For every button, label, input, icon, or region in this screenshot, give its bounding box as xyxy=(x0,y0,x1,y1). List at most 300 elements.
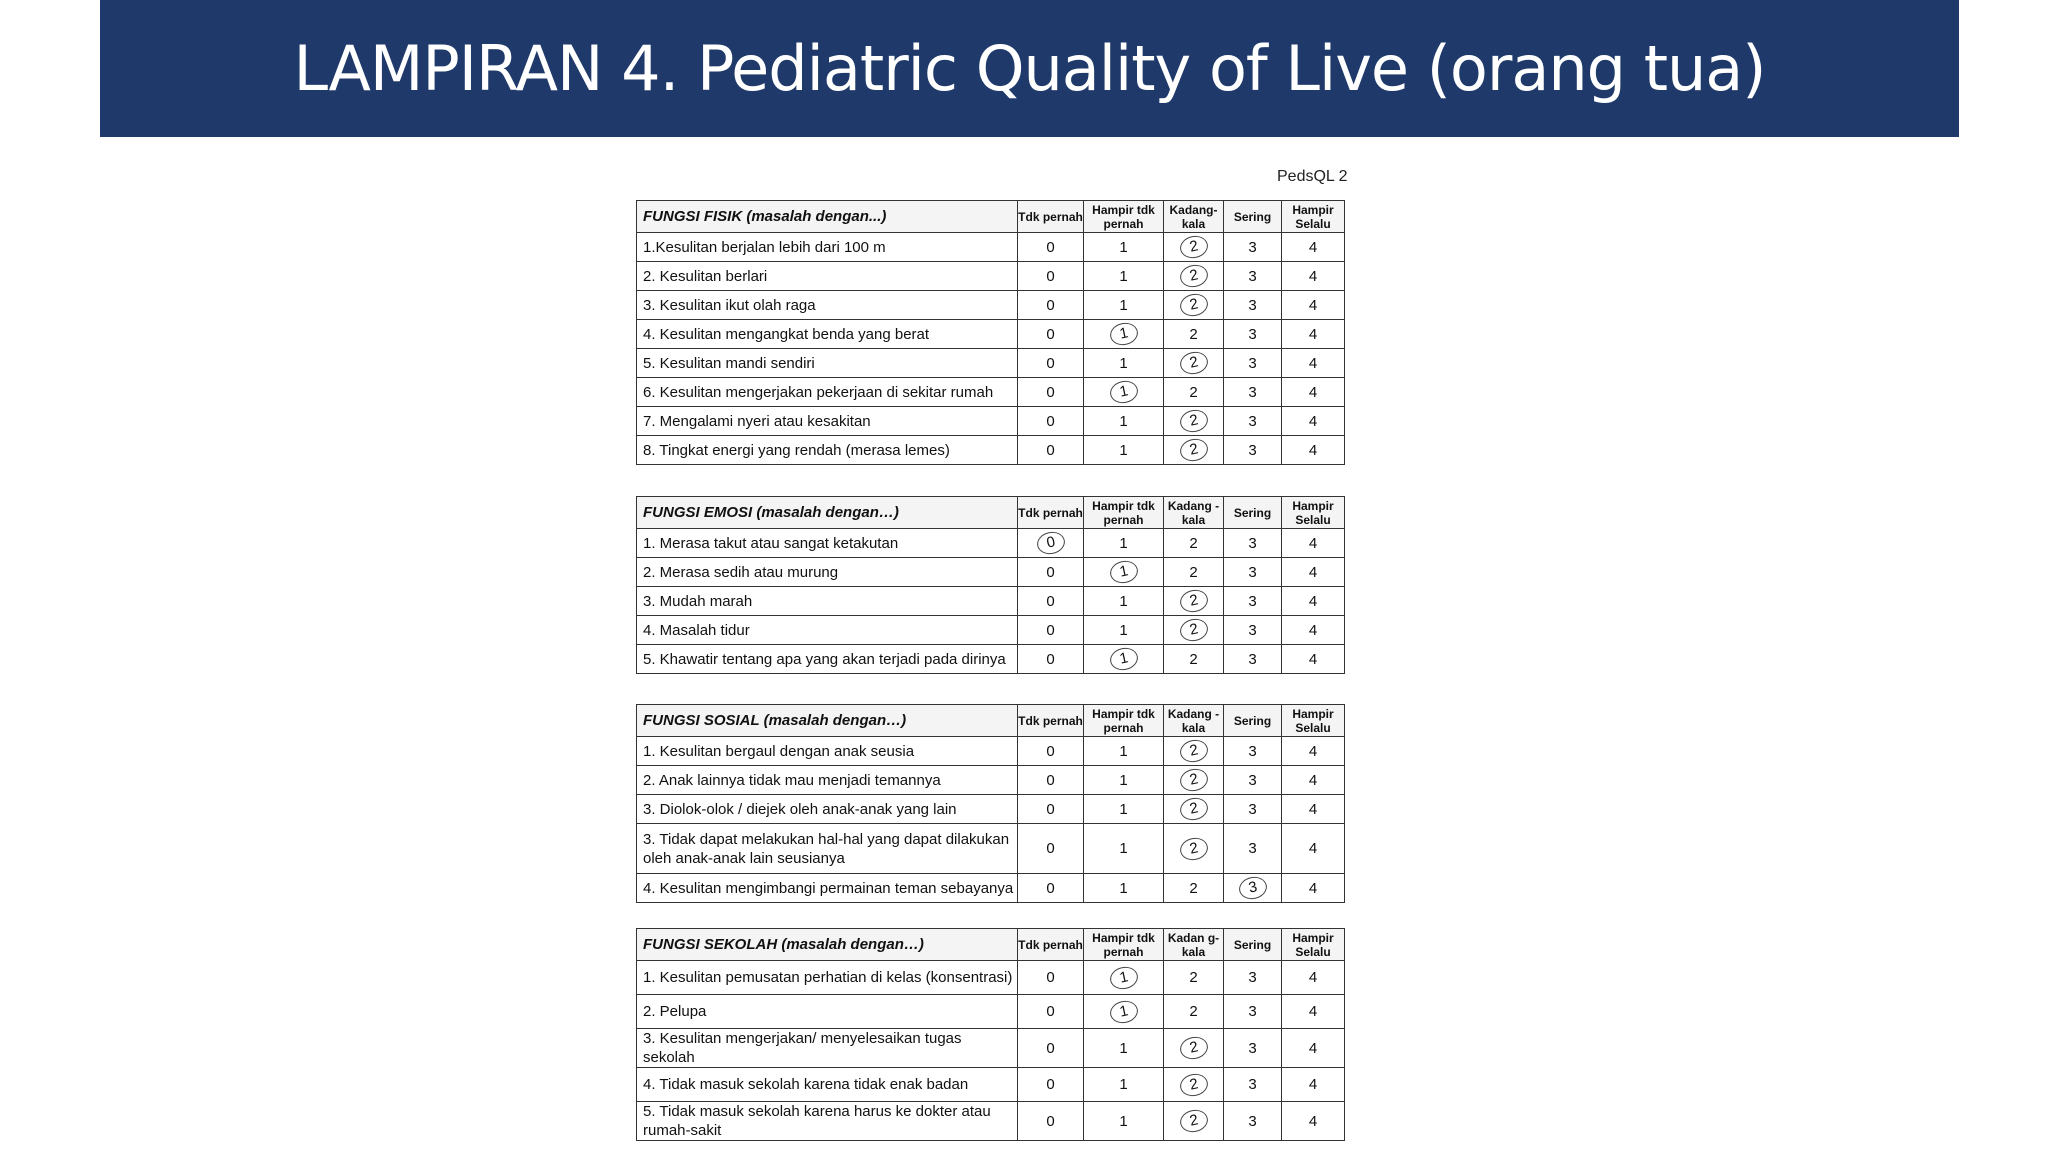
circled-score: 2 xyxy=(1178,737,1210,764)
score-value: 3 xyxy=(1248,742,1257,760)
score-cell[interactable] xyxy=(1084,737,1164,766)
question-row xyxy=(637,291,1345,320)
score-cell[interactable] xyxy=(1084,320,1164,349)
score-value: 3 xyxy=(1248,840,1257,857)
score-cell[interactable] xyxy=(1282,262,1345,291)
score-cell[interactable] xyxy=(1224,766,1282,795)
score-value: 0 xyxy=(1046,441,1055,459)
question-row xyxy=(637,587,1345,616)
score-cell[interactable] xyxy=(1282,1029,1345,1068)
score-cell[interactable] xyxy=(1018,995,1084,1029)
score-cell[interactable] xyxy=(1164,407,1224,436)
question-row xyxy=(637,737,1345,766)
circled-score: 1 xyxy=(1108,645,1140,672)
score-cell[interactable] xyxy=(1018,1102,1084,1141)
score-value: 1 xyxy=(1119,441,1128,459)
section-title: FUNGSI SOSIAL (masalah dengan…) xyxy=(637,705,1018,737)
score-cell[interactable] xyxy=(1224,737,1282,766)
score-value: 0 xyxy=(1046,969,1055,986)
slide-title: LAMPIRAN 4. Pediatric Quality of Live (orang tua) xyxy=(293,32,1766,105)
score-value: 4 xyxy=(1308,267,1318,285)
score-cell[interactable] xyxy=(1164,1029,1224,1068)
score-value: 4 xyxy=(1308,441,1318,459)
score-value: 0 xyxy=(1046,1112,1055,1130)
score-value: 4 xyxy=(1308,1112,1318,1130)
column-header: Hampir Selalu xyxy=(1282,497,1345,529)
score-cell[interactable] xyxy=(1084,645,1164,674)
circled-score: 2 xyxy=(1178,616,1210,643)
score-cell[interactable] xyxy=(1164,558,1224,587)
score-cell[interactable] xyxy=(1164,1068,1224,1102)
score-cell[interactable] xyxy=(1018,874,1084,903)
score-cell[interactable] xyxy=(1018,766,1084,795)
column-header: Hampir Selalu xyxy=(1282,201,1345,233)
score-value: 3 xyxy=(1248,296,1257,314)
score-value: 1 xyxy=(1119,879,1128,897)
score-value: 0 xyxy=(1046,354,1055,372)
circled-score: 2 xyxy=(1178,795,1210,822)
score-cell[interactable] xyxy=(1282,233,1345,262)
score-value: 1 xyxy=(1119,296,1128,314)
score-value: 4 xyxy=(1308,238,1318,256)
column-header: Sering xyxy=(1224,201,1282,233)
question-row xyxy=(637,1029,1345,1068)
score-value: 4 xyxy=(1308,969,1318,986)
score-value: 4 xyxy=(1308,621,1318,639)
score-value: 3 xyxy=(1248,969,1257,986)
table-header-row xyxy=(637,929,1345,961)
circled-score: 1 xyxy=(1108,964,1140,991)
score-value: 4 xyxy=(1308,840,1318,857)
score-value: 3 xyxy=(1248,1039,1257,1057)
score-cell[interactable] xyxy=(1084,874,1164,903)
score-cell[interactable] xyxy=(1282,1068,1345,1102)
score-cell[interactable] xyxy=(1224,349,1282,378)
score-cell[interactable] xyxy=(1084,587,1164,616)
question-label: 3. Diolok-olok / diejek oleh anak-anak yang lain xyxy=(637,795,1018,824)
score-value: 2 xyxy=(1189,325,1198,343)
score-value: 4 xyxy=(1308,800,1318,818)
circled-score: 2 xyxy=(1178,349,1210,376)
score-value: 1 xyxy=(1119,621,1128,639)
score-cell[interactable] xyxy=(1084,995,1164,1029)
score-cell[interactable] xyxy=(1282,529,1345,558)
score-value: 4 xyxy=(1308,771,1318,789)
score-cell[interactable] xyxy=(1084,262,1164,291)
score-value: 0 xyxy=(1046,1039,1055,1057)
circled-score: 2 xyxy=(1178,587,1210,614)
score-cell[interactable] xyxy=(1224,262,1282,291)
score-value: 3 xyxy=(1248,267,1257,285)
score-cell[interactable] xyxy=(1164,737,1224,766)
score-value: 3 xyxy=(1248,325,1257,343)
question-row xyxy=(637,436,1345,465)
circled-score: 1 xyxy=(1108,998,1140,1025)
score-cell[interactable] xyxy=(1282,436,1345,465)
score-value: 3 xyxy=(1248,354,1257,372)
emotional-function-table xyxy=(636,496,1345,674)
score-cell[interactable] xyxy=(1084,529,1164,558)
score-cell[interactable] xyxy=(1018,407,1084,436)
question-label: 5. Khawatir tentang apa yang akan terjadi pada dirinya xyxy=(637,645,1018,674)
score-value: 0 xyxy=(1046,1076,1055,1093)
score-value: 3 xyxy=(1248,1076,1257,1093)
score-cell[interactable] xyxy=(1018,349,1084,378)
question-row xyxy=(637,1068,1345,1102)
question-label: 2. Merasa sedih atau murung xyxy=(637,558,1018,587)
score-value: 1 xyxy=(1119,742,1128,760)
score-cell[interactable] xyxy=(1018,737,1084,766)
score-cell[interactable] xyxy=(1018,436,1084,465)
circled-score: 2 xyxy=(1178,233,1210,260)
circled-score: 2 xyxy=(1178,1107,1210,1134)
score-value: 2 xyxy=(1189,383,1198,401)
score-value: 3 xyxy=(1248,621,1257,639)
score-value: 3 xyxy=(1248,592,1257,610)
score-cell[interactable] xyxy=(1084,1068,1164,1102)
score-value: 4 xyxy=(1308,534,1318,552)
score-cell[interactable] xyxy=(1084,616,1164,645)
score-cell[interactable] xyxy=(1224,1102,1282,1141)
score-value: 0 xyxy=(1046,412,1055,430)
score-value: 4 xyxy=(1308,1003,1318,1020)
score-cell[interactable] xyxy=(1164,233,1224,262)
score-cell[interactable] xyxy=(1018,795,1084,824)
score-value: 1 xyxy=(1119,354,1128,372)
score-cell[interactable] xyxy=(1224,378,1282,407)
title-banner xyxy=(100,0,1959,137)
score-value: 3 xyxy=(1248,771,1257,789)
question-row xyxy=(637,645,1345,674)
question-row xyxy=(637,824,1345,874)
score-value: 1 xyxy=(1119,771,1128,789)
score-cell[interactable] xyxy=(1164,349,1224,378)
score-cell[interactable] xyxy=(1282,874,1345,903)
score-cell[interactable] xyxy=(1164,262,1224,291)
score-cell[interactable] xyxy=(1224,824,1282,874)
question-label: 3. Tidak dapat melakukan hal-hal yang dapat dilakukan oleh anak-anak lain seusianya xyxy=(637,824,1018,874)
question-label: 7. Mengalami nyeri atau kesakitan xyxy=(637,407,1018,436)
score-cell[interactable] xyxy=(1164,824,1224,874)
question-row xyxy=(637,616,1345,645)
score-cell[interactable] xyxy=(1282,961,1345,995)
section-title: FUNGSI FISIK (masalah dengan...) xyxy=(637,201,1018,233)
score-cell[interactable] xyxy=(1018,262,1084,291)
question-row xyxy=(637,1102,1345,1141)
score-value: 4 xyxy=(1308,742,1318,760)
question-label: 8. Tingkat energi yang rendah (merasa lemes) xyxy=(637,436,1018,465)
score-cell[interactable] xyxy=(1282,349,1345,378)
score-value: 3 xyxy=(1248,1003,1257,1020)
score-cell[interactable] xyxy=(1084,961,1164,995)
score-cell[interactable] xyxy=(1164,291,1224,320)
score-cell[interactable] xyxy=(1018,529,1084,558)
score-value: 0 xyxy=(1046,325,1055,343)
score-cell[interactable] xyxy=(1282,378,1345,407)
score-cell[interactable] xyxy=(1084,558,1164,587)
score-cell[interactable] xyxy=(1018,320,1084,349)
score-value: 1 xyxy=(1119,1112,1128,1130)
score-value: 1 xyxy=(1119,534,1128,552)
score-cell[interactable] xyxy=(1164,587,1224,616)
score-cell[interactable] xyxy=(1018,558,1084,587)
score-cell[interactable] xyxy=(1018,1068,1084,1102)
section-title: FUNGSI SEKOLAH (masalah dengan…) xyxy=(637,929,1018,961)
score-cell[interactable] xyxy=(1224,1068,1282,1102)
score-cell[interactable] xyxy=(1224,874,1282,903)
question-label: 4. Kesulitan mengangkat benda yang berat xyxy=(637,320,1018,349)
question-label: 1.Kesulitan berjalan lebih dari 100 m xyxy=(637,233,1018,262)
column-header: Kadang -kala xyxy=(1164,497,1224,529)
question-label: 1. Kesulitan pemusatan perhatian di kelas (konsentrasi) xyxy=(637,961,1018,995)
score-value: 4 xyxy=(1308,383,1318,401)
score-cell[interactable] xyxy=(1282,291,1345,320)
score-cell[interactable] xyxy=(1164,766,1224,795)
score-value: 0 xyxy=(1046,267,1055,285)
score-value: 1 xyxy=(1119,1076,1128,1093)
column-header: Tdk pernah xyxy=(1018,929,1084,961)
question-row xyxy=(637,407,1345,436)
score-cell[interactable] xyxy=(1282,824,1345,874)
question-row xyxy=(637,995,1345,1029)
score-value: 4 xyxy=(1308,1039,1318,1057)
score-value: 2 xyxy=(1189,534,1198,552)
score-value: 3 xyxy=(1248,1112,1257,1130)
circled-score: 2 xyxy=(1178,835,1210,862)
table-header-row xyxy=(637,201,1345,233)
score-cell[interactable] xyxy=(1084,436,1164,465)
score-cell[interactable] xyxy=(1164,320,1224,349)
question-row xyxy=(637,529,1345,558)
score-cell[interactable] xyxy=(1224,233,1282,262)
score-cell[interactable] xyxy=(1018,616,1084,645)
question-label: 1. Kesulitan bergaul dengan anak seusia xyxy=(637,737,1018,766)
column-header: Hampir tdk pernah xyxy=(1084,497,1164,529)
score-cell[interactable] xyxy=(1018,961,1084,995)
score-value: 0 xyxy=(1046,879,1055,897)
circled-score: 2 xyxy=(1178,407,1210,434)
score-cell[interactable] xyxy=(1164,436,1224,465)
score-cell[interactable] xyxy=(1018,587,1084,616)
circled-score: 0 xyxy=(1035,529,1067,556)
score-cell[interactable] xyxy=(1164,874,1224,903)
score-cell[interactable] xyxy=(1164,795,1224,824)
question-row xyxy=(637,320,1345,349)
score-cell[interactable] xyxy=(1018,233,1084,262)
column-header: Sering xyxy=(1224,929,1282,961)
score-value: 1 xyxy=(1119,1039,1128,1057)
score-value: 4 xyxy=(1308,325,1318,343)
score-cell[interactable] xyxy=(1164,1102,1224,1141)
score-value: 4 xyxy=(1308,879,1318,897)
score-cell[interactable] xyxy=(1224,645,1282,674)
score-cell[interactable] xyxy=(1282,616,1345,645)
score-value: 0 xyxy=(1046,383,1055,401)
score-cell[interactable] xyxy=(1282,1102,1345,1141)
question-label: 2. Kesulitan berlari xyxy=(637,262,1018,291)
score-value: 0 xyxy=(1046,742,1055,760)
score-value: 1 xyxy=(1119,238,1128,256)
score-value: 4 xyxy=(1308,354,1318,372)
question-row xyxy=(637,766,1345,795)
physical-function-table xyxy=(636,200,1345,465)
score-value: 2 xyxy=(1189,879,1198,897)
circled-score: 2 xyxy=(1178,262,1210,289)
score-value: 4 xyxy=(1308,296,1318,314)
score-value: 0 xyxy=(1046,650,1055,668)
score-value: 0 xyxy=(1046,296,1055,314)
score-value: 0 xyxy=(1046,621,1055,639)
question-row xyxy=(637,349,1345,378)
score-cell[interactable] xyxy=(1164,995,1224,1029)
column-header: Sering xyxy=(1224,705,1282,737)
school-function-table xyxy=(636,928,1345,1141)
score-cell[interactable] xyxy=(1018,291,1084,320)
score-cell[interactable] xyxy=(1224,1029,1282,1068)
score-cell[interactable] xyxy=(1084,766,1164,795)
question-row xyxy=(637,378,1345,407)
score-value: 1 xyxy=(1119,267,1128,285)
score-cell[interactable] xyxy=(1018,378,1084,407)
score-value: 3 xyxy=(1248,800,1257,818)
score-cell[interactable] xyxy=(1224,291,1282,320)
form-code: PedsQL 2 xyxy=(1277,168,1348,185)
column-header: Hampir tdk pernah xyxy=(1084,705,1164,737)
score-cell[interactable] xyxy=(1164,645,1224,674)
score-cell[interactable] xyxy=(1084,349,1164,378)
score-value: 3 xyxy=(1248,383,1257,401)
question-label: 2. Anak lainnya tidak mau menjadi temannya xyxy=(637,766,1018,795)
score-value: 2 xyxy=(1189,563,1198,581)
score-value: 0 xyxy=(1046,1003,1055,1020)
score-cell[interactable] xyxy=(1164,961,1224,995)
table-header-row xyxy=(637,497,1345,529)
column-header: Hampir Selalu xyxy=(1282,929,1345,961)
column-header: Hampir tdk pernah xyxy=(1084,201,1164,233)
column-header: Hampir tdk pernah xyxy=(1084,929,1164,961)
score-cell[interactable] xyxy=(1224,995,1282,1029)
score-cell[interactable] xyxy=(1282,558,1345,587)
column-header: Tdk pernah xyxy=(1018,201,1084,233)
question-label: 4. Tidak masuk sekolah karena tidak enak badan xyxy=(637,1068,1018,1102)
score-cell[interactable] xyxy=(1224,587,1282,616)
score-cell[interactable] xyxy=(1084,378,1164,407)
score-value: 3 xyxy=(1248,238,1257,256)
score-value: 0 xyxy=(1046,238,1055,256)
score-cell[interactable] xyxy=(1224,961,1282,995)
score-cell[interactable] xyxy=(1084,233,1164,262)
column-header: Kadan g-kala xyxy=(1164,929,1224,961)
score-cell[interactable] xyxy=(1084,824,1164,874)
column-header: Tdk pernah xyxy=(1018,705,1084,737)
question-label: 2. Pelupa xyxy=(637,995,1018,1029)
column-header: Hampir Selalu xyxy=(1282,705,1345,737)
score-cell[interactable] xyxy=(1224,558,1282,587)
score-cell[interactable] xyxy=(1018,1029,1084,1068)
score-cell[interactable] xyxy=(1224,436,1282,465)
score-cell[interactable] xyxy=(1282,766,1345,795)
circled-score: 3 xyxy=(1237,874,1269,901)
circled-score: 2 xyxy=(1178,291,1210,318)
question-row xyxy=(637,233,1345,262)
social-function-table xyxy=(636,704,1345,903)
score-cell[interactable] xyxy=(1282,795,1345,824)
circled-score: 2 xyxy=(1178,1071,1210,1098)
score-value: 3 xyxy=(1248,412,1257,430)
score-cell[interactable] xyxy=(1282,587,1345,616)
question-label: 5. Tidak masuk sekolah karena harus ke dokter atau rumah-sakit xyxy=(637,1102,1018,1141)
score-cell[interactable] xyxy=(1224,529,1282,558)
question-label: 4. Kesulitan mengimbangi permainan teman sebayanya xyxy=(637,874,1018,903)
score-value: 0 xyxy=(1046,771,1055,789)
section-title: FUNGSI EMOSI (masalah dengan…) xyxy=(637,497,1018,529)
question-label: 3. Kesulitan mengerjakan/ menyelesaikan tugas sekolah xyxy=(637,1029,1018,1068)
score-cell[interactable] xyxy=(1164,378,1224,407)
question-label: 3. Mudah marah xyxy=(637,587,1018,616)
score-cell[interactable] xyxy=(1084,291,1164,320)
score-cell[interactable] xyxy=(1084,1029,1164,1068)
score-cell[interactable] xyxy=(1282,737,1345,766)
question-label: 1. Merasa takut atau sangat ketakutan xyxy=(637,529,1018,558)
column-header: Kadang -kala xyxy=(1164,705,1224,737)
score-cell[interactable] xyxy=(1224,320,1282,349)
score-cell[interactable] xyxy=(1164,616,1224,645)
score-value: 0 xyxy=(1046,800,1055,818)
score-value: 0 xyxy=(1046,840,1055,857)
score-cell[interactable] xyxy=(1224,616,1282,645)
score-cell[interactable] xyxy=(1282,407,1345,436)
column-header: Kadang-kala xyxy=(1164,201,1224,233)
score-value: 4 xyxy=(1308,1076,1318,1093)
score-cell[interactable] xyxy=(1018,645,1084,674)
score-value: 2 xyxy=(1189,969,1198,986)
circled-score: 1 xyxy=(1108,378,1140,405)
score-value: 1 xyxy=(1119,840,1128,857)
score-value: 0 xyxy=(1046,563,1055,581)
question-row xyxy=(637,558,1345,587)
score-cell[interactable] xyxy=(1282,645,1345,674)
score-cell[interactable] xyxy=(1164,529,1224,558)
question-label: 6. Kesulitan mengerjakan pekerjaan di sekitar rumah xyxy=(637,378,1018,407)
question-row xyxy=(637,795,1345,824)
score-cell[interactable] xyxy=(1084,1102,1164,1141)
circled-score: 2 xyxy=(1178,766,1210,793)
score-value: 0 xyxy=(1046,592,1055,610)
score-value: 4 xyxy=(1308,412,1318,430)
circled-score: 1 xyxy=(1108,558,1140,585)
question-label: 4. Masalah tidur xyxy=(637,616,1018,645)
score-cell[interactable] xyxy=(1224,795,1282,824)
score-cell[interactable] xyxy=(1018,824,1084,874)
score-value: 3 xyxy=(1248,563,1257,581)
question-row xyxy=(637,961,1345,995)
score-cell[interactable] xyxy=(1084,407,1164,436)
question-label: 3. Kesulitan ikut olah raga xyxy=(637,291,1018,320)
column-header: Sering xyxy=(1224,497,1282,529)
question-row xyxy=(637,874,1345,903)
score-value: 2 xyxy=(1189,1003,1198,1020)
score-value: 1 xyxy=(1119,412,1128,430)
question-row xyxy=(637,262,1345,291)
score-cell[interactable] xyxy=(1084,795,1164,824)
score-value: 2 xyxy=(1189,650,1198,668)
score-cell[interactable] xyxy=(1282,320,1345,349)
score-value: 1 xyxy=(1119,800,1128,818)
score-cell[interactable] xyxy=(1282,995,1345,1029)
circled-score: 1 xyxy=(1108,320,1140,347)
score-value: 3 xyxy=(1248,534,1257,552)
score-cell[interactable] xyxy=(1224,407,1282,436)
